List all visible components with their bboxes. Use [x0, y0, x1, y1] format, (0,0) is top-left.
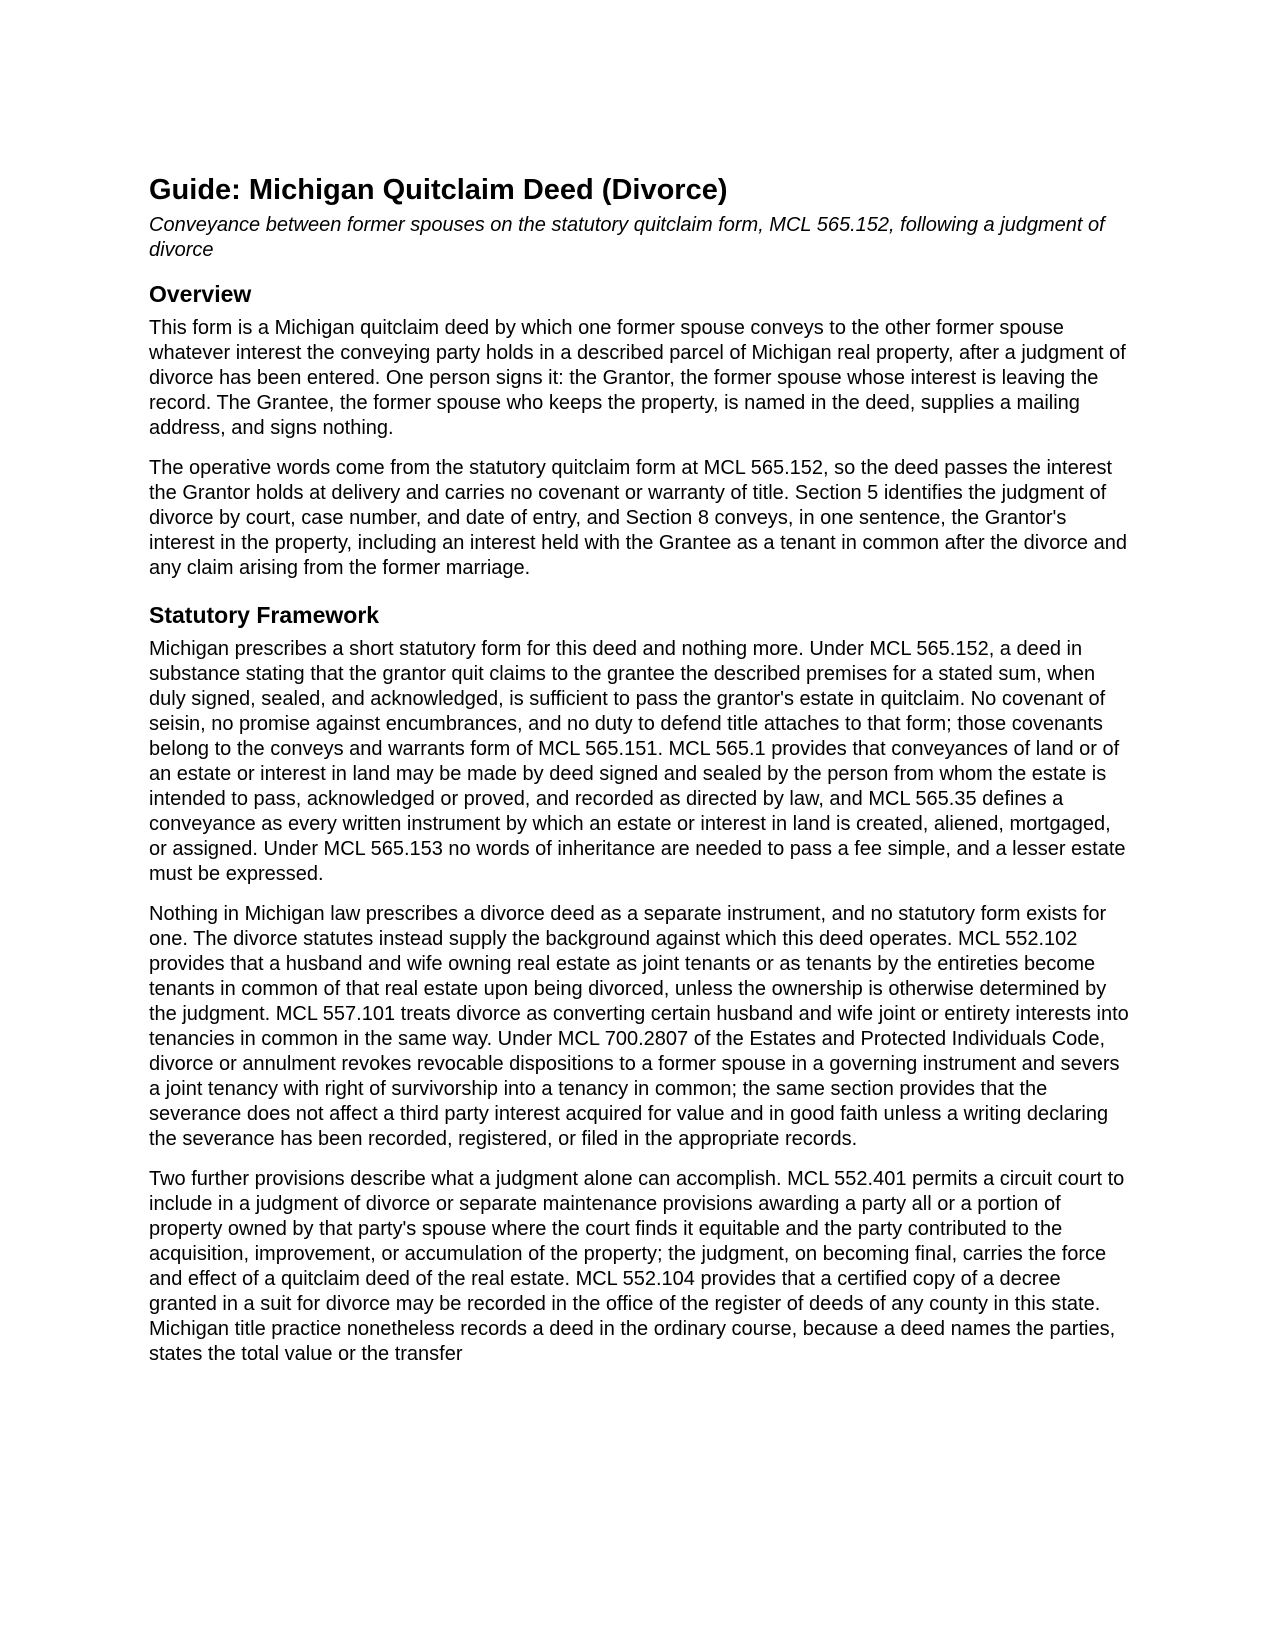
statutory-framework-section: [149, 601, 1129, 1367]
overview-section: [149, 280, 1129, 581]
overview-heading: Overview: [149, 281, 252, 307]
framework-paragraph-3: Two further provisions describe what a judgment alone can accomplish. MCL 552.401 permits a circuit court to include in a judgment of divorce or separate maintenance provisions awarding a party all or a portion of property owned by that party's spouse where the court finds it equitable and the party contributed to the acquisition, improvement, or accumulation of the property; the judgment, on becoming final, carries the force and effect of a quitclaim deed of the real estate. MCL 552.104 provides that a certified copy of a decree granted in a suit for divorce may be recorded in the office of the register of deeds of any county in this state. Michigan title practice nonetheless records a deed in the ordinary course, because a deed names the parties, states the total value or the transfer: [149, 1168, 1125, 1365]
statutory-framework-heading: Statutory Framework: [149, 602, 380, 628]
document-page: [149, 172, 1129, 1382]
overview-paragraph-1: This form is a Michigan quitclaim deed by which one former spouse conveys to the other former spouse whatever interest the conveying party holds in a described parcel of Michigan real property, after a judgment of divorce has been entered. One person signs it: the Grantor, the former spouse whose interest is leaving the record. The Grantee, the former spouse who keeps the property, is named in the deed, supplies a mailing address, and signs nothing.: [149, 317, 1126, 439]
document-title: Guide: Michigan Quitclaim Deed (Divorce): [149, 174, 728, 206]
document-subtitle: Conveyance between former spouses on the statutory quitclaim form, MCL 565.152, following a judgment of divorce: [149, 214, 1105, 261]
overview-paragraph-2: The operative words come from the statutory quitclaim form at MCL 565.152, so the deed passes the interest the Grantor holds at delivery and carries no covenant or warranty of title. Section 5 identifies the judgment of divorce by court, case number, and date of entry, and Section 8 conveys, in one sentence, the Grantor's interest in the property, including an interest held with the Grantee as a tenant in common after the divorce and any claim arising from the former marriage.: [149, 457, 1127, 579]
framework-paragraph-1: Michigan prescribes a short statutory form for this deed and nothing more. Under MCL 565.152, a deed in substance stating that the grantor quit claims to the grantee the described premises for a stated sum, when duly signed, sealed, and acknowledged, is sufficient to pass the grantor's estate in quitclaim. No covenant of seisin, no promise against encumbrances, and no duty to defend title attaches to that form; those covenants belong to the conveys and warrants form of MCL 565.151. MCL 565.1 provides that conveyances of land or of an estate or interest in land may be made by deed signed and sealed by the person from whom the estate is intended to pass, acknowledged or proved, and recorded as directed by law, and MCL 565.35 defines a conveyance as every written instrument by which an estate or interest in land is created, aliened, mortgaged, or assigned. Under MCL 565.153 no words of inheritance are needed to pass a fee simple, and a lesser estate must be expressed.: [149, 638, 1126, 885]
framework-paragraph-2: Nothing in Michigan law prescribes a divorce deed as a separate instrument, and no statutory form exists for one. The divorce statutes instead supply the background against which this deed operates. MCL 552.102 provides that a husband and wife owning real estate as joint tenants or as tenants by the entireties become tenants in common of that real estate upon being divorced, unless the ownership is otherwise determined by the judgment. MCL 557.101 treats divorce as converting certain husband and wife joint or entirety interests into tenancies in common in the same way. Under MCL 700.2807 of the Estates and Protected Individuals Code, divorce or annulment revokes revocable dispositions to a former spouse in a governing instrument and severs a joint tenancy with right of survivorship into a tenancy in common; the same section provides that the severance does not affect a third party interest acquired for value and in good faith unless a writing declaring the severance has been recorded, registered, or filed in the appropriate records.: [149, 903, 1129, 1150]
